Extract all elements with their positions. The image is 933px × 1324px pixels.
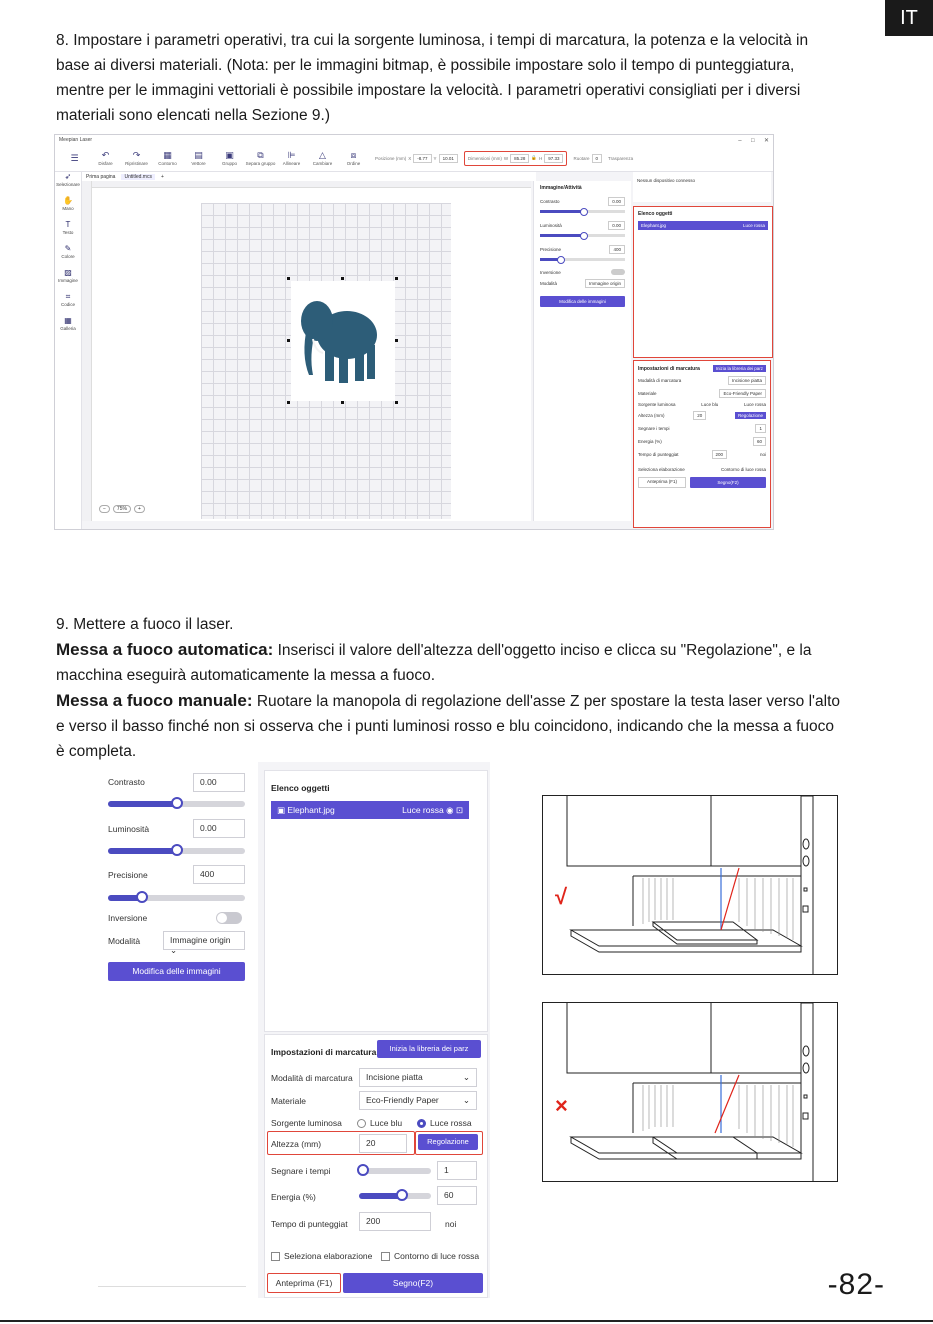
mode-select[interactable]: Immagine origin ⌄	[163, 931, 245, 950]
contrast-input[interactable]: 0.00	[608, 197, 625, 206]
wrong-mark: ×	[555, 1093, 568, 1118]
height-input[interactable]: 20	[359, 1134, 407, 1153]
contrast-slider[interactable]	[540, 210, 625, 213]
toolbar	[55, 145, 773, 172]
selection-handle[interactable]	[395, 339, 398, 342]
undo-button[interactable]: ↶ Disfare	[98, 150, 113, 166]
text-tool[interactable]: T Testo	[62, 220, 74, 235]
group-button[interactable]: ▣ Gruppo	[221, 150, 237, 166]
edit-image-button[interactable]: Modifica delle immagini	[108, 962, 245, 981]
image-tool[interactable]: ▨ Immagine	[58, 268, 78, 283]
contrast-input[interactable]: 0.00	[193, 773, 245, 792]
x-input[interactable]: -8.77	[413, 154, 431, 163]
inversion-toggle[interactable]	[216, 912, 242, 924]
change-button[interactable]: △ Cambiare	[312, 150, 333, 166]
select-tool[interactable]: ➶ Selezionare	[56, 172, 80, 187]
correct-mark: √	[555, 884, 568, 909]
library-button[interactable]: Inizia la libreria dei parz	[377, 1040, 481, 1058]
object-list-box: Elenco oggetti Elephant.jpg Luce rossa	[633, 206, 773, 358]
hand-tool[interactable]: ✋ Mano	[62, 196, 74, 211]
chevron-down-icon: ⌄	[462, 1095, 470, 1105]
rotate-field: Ruotare 0	[573, 154, 602, 163]
step-9-paragraph: 9. Mettere a fuoco il laser. Messa a fuoco automatica: Inserisci il valore dell'altezza dell'oggetto inciso e clicca su "Regolazione", e la macchina eseguirà automaticamente la messa a fuoco. Messa a fuoco manuale: Ruotare la manopola di regolazione dell'asse Z per spostare la testa laser verso l'alto e verso il basso finché non si osserva che i punti luminosi rosso e blu coincidono, indicando che la messa a fuoco è completa.	[56, 612, 893, 764]
precision-slider[interactable]	[540, 258, 625, 261]
divider	[98, 1286, 246, 1287]
blue-light-radio[interactable]: Luce blu	[357, 1118, 402, 1128]
adjust-button-small[interactable]: Regolazione	[735, 412, 766, 419]
preview-button-small[interactable]: Anteprima (F1)	[638, 477, 686, 488]
selection-handle[interactable]	[287, 277, 290, 280]
select-processing-checkbox[interactable]: Seleziona elaborazione	[271, 1251, 372, 1261]
marking-settings-card: Impostazioni di marcatura Inizia la libreria dei parz Modalità di marcatura Incisione piatta ⌄ Materiale Eco-Friendly Paper ⌄ Sorgente luminosa Luce blu Luce rossa Altezza (mm) 20 Regolazione Segnare i tempi 1 Energia (%) 60 Tempo di punteggiat 200 noi Seleziona elaborazione Contorno di luce rossa Anteprima (F1) Segno(F2)	[264, 1034, 488, 1298]
step-9-title: 9. Mettere a fuoco il laser.	[56, 616, 234, 633]
tab-home[interactable]: Prima pagina	[86, 173, 116, 180]
zoom-out-button[interactable]: −	[99, 505, 110, 513]
times-slider[interactable]	[359, 1168, 431, 1174]
energy-slider[interactable]	[359, 1193, 431, 1199]
menu-icon[interactable]: ☰	[70, 152, 79, 163]
library-button[interactable]: Inizia la libreria dei parz	[713, 365, 766, 372]
manual-focus-label: Messa a fuoco manuale:	[56, 691, 253, 710]
object-list-title: Elenco oggetti	[271, 783, 330, 793]
close-icon[interactable]: ✕	[763, 137, 769, 144]
chevron-down-icon: ⌄	[462, 1072, 470, 1082]
vector-button[interactable]: ▤ Vettore	[191, 150, 206, 166]
transparency-field: Trasparenza	[608, 155, 634, 161]
page-number: -82-	[827, 1268, 885, 1301]
precision-input[interactable]: 400	[609, 245, 625, 254]
energy-input-small[interactable]: 60	[753, 437, 766, 446]
selection-handle[interactable]	[395, 401, 398, 404]
language-tab: IT	[885, 0, 933, 36]
brightness-input[interactable]: 0.00	[608, 221, 625, 230]
red-light-radio[interactable]: Luce rossa	[417, 1118, 472, 1128]
image-adjust-panel: Contrasto 0.00 Luminosità 0.00 Precisione 400 Inversione Modalità Immagine origin ⌄ Modifica delle immagini	[98, 762, 256, 1298]
precision-input[interactable]: 400	[193, 865, 245, 884]
zoom-in-button[interactable]: +	[134, 505, 145, 513]
marking-settings-box: Impostazioni di marcatura Inizia la libreria dei parz Modalità di marcatura Incisione piatta Materiale Eco-Friendly Paper Sorgente luminosa Luce blu Luce rossa Altezza (mm) 20 Regolazione Segnare i tempi 1 Energia (%) 60 Tempo di punteggiat 200 noi Seleziona elaborazione Contorno di luce rossa Anteprima (F1) Segno(F2)	[633, 360, 771, 528]
material-select[interactable]: Eco-Friendly Paper ⌄	[359, 1091, 477, 1110]
color-tool[interactable]: ✎ Colore	[61, 244, 75, 259]
mark-button-small[interactable]: Segno(F2)	[690, 477, 766, 488]
brightness-slider[interactable]	[540, 234, 625, 237]
image-icon: ▣	[277, 804, 286, 815]
inversion-toggle[interactable]	[611, 269, 625, 275]
dot-time-input-small[interactable]: 200	[712, 450, 728, 459]
settings-panel-screenshot	[98, 762, 490, 1298]
preview-button[interactable]: Anteprima (F1)	[267, 1273, 341, 1293]
zoom-level: 75%	[113, 505, 131, 513]
times-input-small[interactable]: 1	[755, 424, 766, 433]
unlock-icon: ⊡	[455, 804, 463, 815]
right-panel	[633, 172, 773, 529]
title-bar	[55, 135, 773, 145]
step-8-line: mentre per le immagini vettoriali è possibile impostare la velocità. I parametri operativi consigliati per i diversi	[56, 82, 801, 99]
step-8-paragraph	[56, 28, 893, 128]
marking-settings-title: Impostazioni di marcatura	[271, 1047, 377, 1057]
material-select[interactable]: Eco-Friendly Paper	[719, 389, 766, 398]
gallery-tool[interactable]: ▦ Galleria	[60, 316, 76, 331]
selection-handle[interactable]	[341, 401, 344, 404]
elephant-image[interactable]	[291, 281, 395, 401]
energy-input[interactable]: 60	[437, 1186, 477, 1205]
dot-time-input[interactable]: 200	[359, 1212, 431, 1231]
marking-mode-select[interactable]: Incisione piatta ⌄	[359, 1068, 477, 1087]
step-8-line: base ai diversi materiali. (Nota: per le immagini bitmap, è possibile impostare solo il tempo di punteggiatura,	[56, 57, 795, 74]
edit-image-button[interactable]: Modifica delle immagini	[540, 296, 625, 307]
brightness-input[interactable]: 0.00	[193, 819, 245, 838]
align-button[interactable]: ⊫ Allineare	[282, 150, 301, 166]
tab-untitled[interactable]: Untitled.mcs	[121, 174, 155, 180]
height-input[interactable]: 97.33	[544, 154, 563, 163]
device-status: Nessun dispositivo connesso	[633, 172, 771, 202]
minimize-icon[interactable]: –	[738, 137, 742, 144]
marking-mode-select[interactable]: Incisione piatta	[728, 376, 766, 385]
object-list-card	[264, 770, 488, 1032]
object-item[interactable]: Elephant.jpg Luce rossa	[638, 221, 768, 230]
width-input[interactable]: 85.28	[510, 154, 529, 163]
rotate-input[interactable]: 0	[592, 154, 603, 163]
app-window-screenshot	[54, 134, 774, 530]
zoom-control	[99, 505, 145, 513]
times-input[interactable]: 1	[437, 1161, 477, 1180]
contrast-slider[interactable]	[108, 801, 245, 807]
ungroup-button[interactable]: ⧉ Separa gruppo	[245, 150, 276, 166]
brightness-slider[interactable]	[108, 848, 245, 854]
step-8-line: 8. Impostare i parametri operativi, tra cui la sorgente luminosa, i tempi di marcatura, la potenza e la velocità in	[56, 32, 809, 49]
object-item-elephant[interactable]: ▣ Elephant.jpg Luce rossa ◉ ⊡	[271, 801, 469, 819]
image-panel-title: Immagine/Attività	[540, 185, 582, 191]
step-8-line: materiali sono elencati nella Sezione 9.)	[56, 107, 330, 124]
code-tool[interactable]: ⌗ Codice	[60, 292, 75, 307]
vertical-ruler	[82, 181, 92, 521]
height-input-small[interactable]: 20	[693, 411, 706, 420]
lock-icon[interactable]: 🔒	[531, 155, 537, 160]
red-outline-checkbox[interactable]: Contorno di luce rossa	[381, 1251, 479, 1261]
wrong-focus-illustration	[542, 1002, 838, 1182]
redo-button[interactable]: ↷ Ripristinare	[125, 150, 148, 166]
add-tab-icon[interactable]: +	[160, 173, 164, 180]
image-panel: Immagine/Attività Contrasto 0.00 Luminosità 0.00 Precisione 400 Inversione Modalità Immagine origin Modifica delle immagini	[533, 181, 631, 521]
selection-handle[interactable]	[287, 339, 290, 342]
selection-handle[interactable]	[395, 277, 398, 280]
adjust-button[interactable]: Regolazione	[418, 1134, 478, 1150]
object-and-marking-panel	[258, 762, 490, 1298]
maximize-icon[interactable]: □	[750, 137, 755, 144]
bottom-rule	[0, 1320, 933, 1322]
eye-icon: ◉	[446, 804, 454, 815]
selection-handle[interactable]	[287, 401, 290, 404]
correct-focus-illustration	[542, 795, 838, 975]
outline-button[interactable]: ▦ Contorno	[158, 150, 177, 166]
position-fields: Posizione (mm) X -8.77 Y 10.01	[375, 154, 458, 163]
dimensions-fields: Dimensioni (mm) W 85.28 🔒 H 97.33	[464, 151, 568, 166]
horizontal-ruler	[91, 181, 531, 188]
mode-select[interactable]: Immagine origin	[585, 279, 625, 288]
y-input[interactable]: 10.01	[439, 154, 458, 163]
left-toolbar	[55, 172, 82, 529]
app-title: Meepian Laser	[59, 137, 93, 143]
chevron-down-icon: ⌄	[170, 945, 178, 955]
mark-button[interactable]: Segno(F2)	[343, 1273, 483, 1293]
auto-focus-label: Messa a fuoco automatica:	[56, 640, 274, 659]
selection-handle[interactable]	[341, 277, 344, 280]
document-tabs	[82, 172, 536, 181]
order-button[interactable]: ⧈ Ordine	[346, 150, 361, 166]
precision-slider[interactable]	[108, 895, 245, 901]
